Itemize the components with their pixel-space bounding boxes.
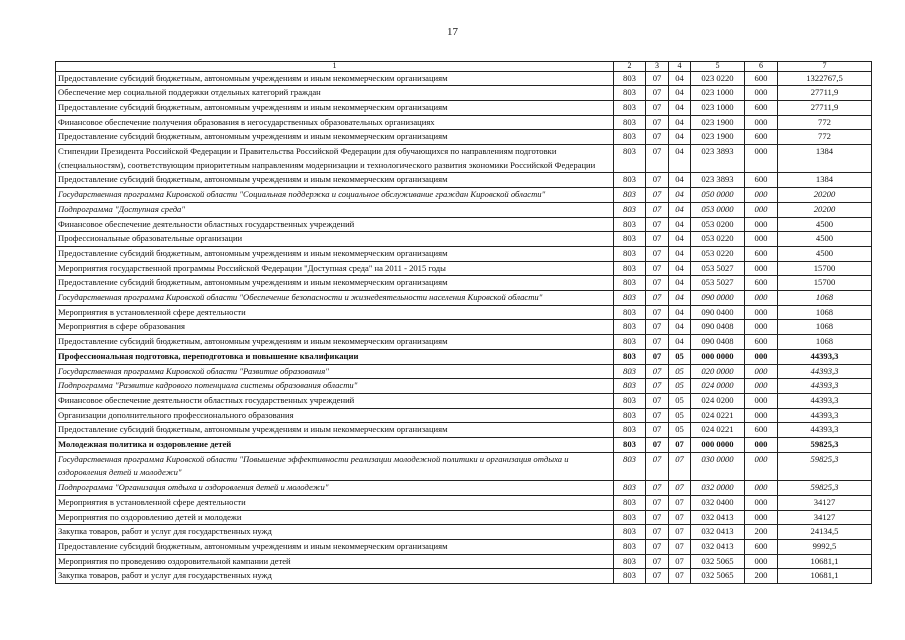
table-row: [56, 291, 872, 306]
cell-vr: 000: [745, 115, 778, 130]
cell-csr: 053 0000: [691, 202, 745, 217]
cell-ved: 803: [614, 349, 646, 364]
cell-sum: 27711,9: [778, 86, 872, 101]
cell-pr: 05: [669, 423, 691, 438]
cell-name: Мероприятия в установленной сфере деятельности: [56, 495, 614, 510]
header-cell-rz: 3: [646, 62, 669, 72]
cell-csr: 032 0413: [691, 510, 745, 525]
table-row: [56, 423, 872, 438]
cell-name: Государственная программа Кировской области "Обеспечение безопасности и жизнедеятельности населения Кировской области": [56, 291, 614, 306]
cell-pr: 04: [669, 115, 691, 130]
cell-name: Финансовое обеспечение деятельности областных государственных учреждений: [56, 393, 614, 408]
cell-ved: 803: [614, 495, 646, 510]
cell-vr: 200: [745, 569, 778, 584]
cell-sum: 20200: [778, 202, 872, 217]
cell-sum: 44393,3: [778, 379, 872, 394]
table-row: [56, 261, 872, 276]
cell-name: Закупка товаров, работ и услуг для государственных нужд: [56, 569, 614, 584]
cell-name: Подпрограмма "Развитие кадрового потенциала системы образования области": [56, 379, 614, 394]
cell-ved: 803: [614, 481, 646, 496]
cell-vr: 000: [745, 86, 778, 101]
cell-vr: 600: [745, 173, 778, 188]
header-cell-pr: 4: [669, 62, 691, 72]
cell-name: Предоставление субсидий бюджетным, автономным учреждениям и иным некоммерческим организациям: [56, 173, 614, 188]
cell-pr: 05: [669, 393, 691, 408]
cell-rz: 07: [646, 423, 669, 438]
cell-rz: 07: [646, 525, 669, 540]
cell-rz: 07: [646, 115, 669, 130]
cell-csr: 032 0400: [691, 495, 745, 510]
cell-rz: 07: [646, 335, 669, 350]
header-cell-vr: 6: [745, 62, 778, 72]
cell-pr: 04: [669, 232, 691, 247]
cell-name: Предоставление субсидий бюджетным, автономным учреждениям и иным некоммерческим организациям: [56, 423, 614, 438]
cell-rz: 07: [646, 217, 669, 232]
cell-pr: 04: [669, 145, 691, 173]
cell-pr: 07: [669, 569, 691, 584]
cell-rz: 07: [646, 481, 669, 496]
cell-csr: 053 0220: [691, 232, 745, 247]
table-row: [56, 452, 872, 480]
cell-csr: 023 1900: [691, 130, 745, 145]
cell-sum: 1068: [778, 335, 872, 350]
cell-sum: 1384: [778, 173, 872, 188]
cell-rz: 07: [646, 276, 669, 291]
cell-ved: 803: [614, 540, 646, 555]
table-row: [56, 145, 872, 173]
cell-csr: 053 5027: [691, 276, 745, 291]
cell-rz: 07: [646, 349, 669, 364]
cell-rz: 07: [646, 554, 669, 569]
cell-csr: 023 3893: [691, 145, 745, 173]
cell-name: Предоставление субсидий бюджетным, автономным учреждениям и иным некоммерческим организациям: [56, 335, 614, 350]
cell-ved: 803: [614, 217, 646, 232]
cell-rz: 07: [646, 86, 669, 101]
cell-ved: 803: [614, 86, 646, 101]
cell-csr: 030 0000: [691, 452, 745, 480]
header-cell-csr: 5: [691, 62, 745, 72]
cell-rz: 07: [646, 379, 669, 394]
cell-pr: 04: [669, 305, 691, 320]
cell-csr: 032 5065: [691, 554, 745, 569]
cell-pr: 04: [669, 100, 691, 115]
cell-pr: 07: [669, 495, 691, 510]
cell-pr: 04: [669, 246, 691, 261]
table-row: [56, 540, 872, 555]
cell-ved: 803: [614, 246, 646, 261]
cell-sum: 772: [778, 130, 872, 145]
cell-vr: 000: [745, 261, 778, 276]
table-row: [56, 481, 872, 496]
cell-sum: 15700: [778, 276, 872, 291]
cell-sum: 10681,1: [778, 554, 872, 569]
cell-ved: 803: [614, 188, 646, 203]
cell-ved: 803: [614, 525, 646, 540]
cell-sum: 59825,3: [778, 452, 872, 480]
cell-vr: 000: [745, 364, 778, 379]
cell-sum: 1068: [778, 291, 872, 306]
cell-rz: 07: [646, 305, 669, 320]
cell-pr: 04: [669, 335, 691, 350]
cell-pr: 07: [669, 452, 691, 480]
cell-rz: 07: [646, 320, 669, 335]
cell-name: Предоставление субсидий бюджетным, автономным учреждениям и иным некоммерческим организациям: [56, 540, 614, 555]
cell-vr: 000: [745, 481, 778, 496]
table-row: [56, 100, 872, 115]
table-row: [56, 246, 872, 261]
cell-sum: 9992,5: [778, 540, 872, 555]
table-row: [56, 305, 872, 320]
cell-rz: 07: [646, 188, 669, 203]
cell-csr: 090 0408: [691, 320, 745, 335]
cell-pr: 05: [669, 379, 691, 394]
cell-name: Финансовое обеспечение деятельности областных государственных учреждений: [56, 217, 614, 232]
cell-name: Закупка товаров, работ и услуг для государственных нужд: [56, 525, 614, 540]
cell-sum: 27711,9: [778, 100, 872, 115]
cell-pr: 04: [669, 320, 691, 335]
table-row: [56, 408, 872, 423]
cell-vr: 000: [745, 145, 778, 173]
cell-rz: 07: [646, 71, 669, 86]
cell-sum: 44393,3: [778, 349, 872, 364]
cell-vr: 600: [745, 276, 778, 291]
cell-rz: 07: [646, 364, 669, 379]
cell-sum: 44393,3: [778, 423, 872, 438]
cell-pr: 07: [669, 438, 691, 453]
cell-csr: 023 1000: [691, 100, 745, 115]
cell-sum: 4500: [778, 246, 872, 261]
cell-sum: 10681,1: [778, 569, 872, 584]
cell-ved: 803: [614, 261, 646, 276]
table-row: [56, 320, 872, 335]
cell-pr: 04: [669, 276, 691, 291]
cell-sum: 44393,3: [778, 393, 872, 408]
cell-name: Мероприятия государственной программы Российской Федерации "Доступная среда" на 2011 - 2015 годы: [56, 261, 614, 276]
cell-sum: 20200: [778, 188, 872, 203]
cell-name: Предоставление субсидий бюджетным, автономным учреждениям и иным некоммерческим организациям: [56, 276, 614, 291]
cell-rz: 07: [646, 261, 669, 276]
cell-ved: 803: [614, 130, 646, 145]
cell-vr: 000: [745, 305, 778, 320]
cell-name: Финансовое обеспечение получения образования в негосударственных образовательных организациях: [56, 115, 614, 130]
cell-ved: 803: [614, 423, 646, 438]
cell-pr: 05: [669, 349, 691, 364]
cell-ved: 803: [614, 100, 646, 115]
header-cell-name: 1: [56, 62, 614, 72]
cell-rz: 07: [646, 452, 669, 480]
cell-csr: 023 1000: [691, 86, 745, 101]
cell-sum: 44393,3: [778, 364, 872, 379]
cell-sum: 1384: [778, 145, 872, 173]
cell-name: Подпрограмма "Доступная среда": [56, 202, 614, 217]
cell-vr: 000: [745, 510, 778, 525]
cell-csr: 053 0200: [691, 217, 745, 232]
cell-pr: 07: [669, 481, 691, 496]
cell-sum: 59825,3: [778, 438, 872, 453]
cell-name: Мероприятия в сфере образования: [56, 320, 614, 335]
cell-ved: 803: [614, 379, 646, 394]
cell-csr: 032 0413: [691, 540, 745, 555]
cell-csr: 024 0221: [691, 423, 745, 438]
cell-vr: 000: [745, 408, 778, 423]
cell-ved: 803: [614, 320, 646, 335]
cell-name: Предоставление субсидий бюджетным, автономным учреждениям и иным некоммерческим организациям: [56, 246, 614, 261]
cell-ved: 803: [614, 173, 646, 188]
cell-vr: 000: [745, 554, 778, 569]
table-row: [56, 510, 872, 525]
cell-csr: 090 0400: [691, 305, 745, 320]
cell-vr: 000: [745, 232, 778, 247]
cell-rz: 07: [646, 202, 669, 217]
cell-ved: 803: [614, 569, 646, 584]
cell-vr: 600: [745, 540, 778, 555]
cell-csr: 032 0413: [691, 525, 745, 540]
cell-vr: 600: [745, 335, 778, 350]
table-row: [56, 202, 872, 217]
page-number: 17: [447, 26, 458, 38]
cell-rz: 07: [646, 246, 669, 261]
cell-ved: 803: [614, 115, 646, 130]
cell-pr: 04: [669, 202, 691, 217]
cell-csr: 032 0000: [691, 481, 745, 496]
cell-sum: 1068: [778, 305, 872, 320]
cell-vr: 000: [745, 393, 778, 408]
budget-table: [55, 61, 872, 584]
table-row: [56, 232, 872, 247]
cell-pr: 04: [669, 130, 691, 145]
cell-sum: 44393,3: [778, 408, 872, 423]
cell-csr: 090 0408: [691, 335, 745, 350]
cell-csr: 024 0000: [691, 379, 745, 394]
cell-vr: 600: [745, 100, 778, 115]
header-cell-ved: 2: [614, 62, 646, 72]
cell-csr: 032 5065: [691, 569, 745, 584]
cell-vr: 000: [745, 188, 778, 203]
cell-ved: 803: [614, 71, 646, 86]
cell-ved: 803: [614, 202, 646, 217]
table-row: [56, 379, 872, 394]
cell-rz: 07: [646, 510, 669, 525]
cell-csr: 050 0000: [691, 188, 745, 203]
cell-sum: 15700: [778, 261, 872, 276]
cell-csr: 023 3893: [691, 173, 745, 188]
cell-pr: 04: [669, 173, 691, 188]
cell-sum: 34127: [778, 495, 872, 510]
cell-vr: 000: [745, 495, 778, 510]
table-row: [56, 349, 872, 364]
cell-csr: 090 0000: [691, 291, 745, 306]
table-row: [56, 335, 872, 350]
table-row: [56, 569, 872, 584]
table-row: [56, 71, 872, 86]
cell-csr: 024 0221: [691, 408, 745, 423]
cell-pr: 05: [669, 408, 691, 423]
table-row: [56, 173, 872, 188]
cell-csr: 053 5027: [691, 261, 745, 276]
cell-rz: 07: [646, 232, 669, 247]
cell-sum: 772: [778, 115, 872, 130]
cell-vr: 200: [745, 525, 778, 540]
cell-name: Мероприятия в установленной сфере деятельности: [56, 305, 614, 320]
cell-pr: 07: [669, 540, 691, 555]
cell-vr: 000: [745, 438, 778, 453]
cell-name: Молодежная политика и оздоровление детей: [56, 438, 614, 453]
cell-ved: 803: [614, 335, 646, 350]
cell-ved: 803: [614, 438, 646, 453]
cell-ved: 803: [614, 291, 646, 306]
cell-name: Предоставление субсидий бюджетным, автономным учреждениям и иным некоммерческим организациям: [56, 71, 614, 86]
cell-vr: 000: [745, 320, 778, 335]
table-row: [56, 438, 872, 453]
cell-vr: 000: [745, 379, 778, 394]
cell-pr: 04: [669, 86, 691, 101]
cell-vr: 000: [745, 202, 778, 217]
table-row: [56, 525, 872, 540]
cell-ved: 803: [614, 232, 646, 247]
cell-name: Стипендии Президента Российской Федерации и Правительства Российской Федерации для обучающихся по направлениям подготовки (специальностям), соответствующим приоритетным направлениям модернизации и технологического развития экономики Российской Федерации: [56, 145, 614, 173]
table-row: [56, 86, 872, 101]
cell-ved: 803: [614, 510, 646, 525]
cell-pr: 04: [669, 217, 691, 232]
cell-pr: 07: [669, 554, 691, 569]
cell-ved: 803: [614, 305, 646, 320]
cell-rz: 07: [646, 569, 669, 584]
table-row: [56, 276, 872, 291]
cell-csr: 023 1900: [691, 115, 745, 130]
table-row: [56, 554, 872, 569]
cell-ved: 803: [614, 408, 646, 423]
cell-ved: 803: [614, 452, 646, 480]
cell-vr: 000: [745, 452, 778, 480]
cell-name: Государственная программа Кировской области "Развитие образования": [56, 364, 614, 379]
cell-ved: 803: [614, 554, 646, 569]
cell-name: Предоставление субсидий бюджетным, автономным учреждениям и иным некоммерческим организациям: [56, 130, 614, 145]
cell-sum: 4500: [778, 232, 872, 247]
cell-ved: 803: [614, 276, 646, 291]
table-row: [56, 130, 872, 145]
cell-pr: 07: [669, 525, 691, 540]
cell-pr: 04: [669, 71, 691, 86]
cell-ved: 803: [614, 364, 646, 379]
cell-rz: 07: [646, 145, 669, 173]
cell-pr: 04: [669, 261, 691, 276]
cell-sum: 4500: [778, 217, 872, 232]
cell-vr: 000: [745, 291, 778, 306]
cell-name: Мероприятия по проведению оздоровительной кампании детей: [56, 554, 614, 569]
cell-pr: 04: [669, 188, 691, 203]
cell-sum: 34127: [778, 510, 872, 525]
cell-ved: 803: [614, 145, 646, 173]
cell-rz: 07: [646, 495, 669, 510]
cell-vr: 600: [745, 71, 778, 86]
cell-csr: 024 0200: [691, 393, 745, 408]
cell-name: Предоставление субсидий бюджетным, автономным учреждениям и иным некоммерческим организациям: [56, 100, 614, 115]
header-row: [56, 62, 872, 72]
cell-rz: 07: [646, 173, 669, 188]
cell-csr: 000 0000: [691, 438, 745, 453]
cell-sum: 1322767,5: [778, 71, 872, 86]
cell-name: Организации дополнительного профессионального образования: [56, 408, 614, 423]
cell-name: Подпрограмма "Организация отдыха и оздоровления детей и молодежи": [56, 481, 614, 496]
cell-csr: 000 0000: [691, 349, 745, 364]
header-cell-sum: 7: [778, 62, 872, 72]
cell-vr: 000: [745, 349, 778, 364]
cell-name: Профессиональные образовательные организации: [56, 232, 614, 247]
table-row: [56, 115, 872, 130]
table-row: [56, 495, 872, 510]
cell-name: Профессиональная подготовка, переподготовка и повышение квалификации: [56, 349, 614, 364]
cell-ved: 803: [614, 393, 646, 408]
table-row: [56, 188, 872, 203]
cell-vr: 600: [745, 246, 778, 261]
cell-rz: 07: [646, 100, 669, 115]
cell-rz: 07: [646, 130, 669, 145]
cell-sum: 59825,3: [778, 481, 872, 496]
cell-vr: 000: [745, 217, 778, 232]
cell-vr: 600: [745, 130, 778, 145]
cell-sum: 24134,5: [778, 525, 872, 540]
cell-rz: 07: [646, 393, 669, 408]
cell-csr: 023 0220: [691, 71, 745, 86]
cell-rz: 07: [646, 438, 669, 453]
table-row: [56, 217, 872, 232]
cell-name: Обеспечение мер социальной поддержки отдельных категорий граждан: [56, 86, 614, 101]
cell-rz: 07: [646, 408, 669, 423]
cell-pr: 05: [669, 364, 691, 379]
cell-vr: 600: [745, 423, 778, 438]
cell-pr: 04: [669, 291, 691, 306]
cell-csr: 020 0000: [691, 364, 745, 379]
cell-pr: 07: [669, 510, 691, 525]
table-row: [56, 393, 872, 408]
table-row: [56, 364, 872, 379]
cell-rz: 07: [646, 540, 669, 555]
cell-sum: 1068: [778, 320, 872, 335]
cell-name: Мероприятия по оздоровлению детей и молодежи: [56, 510, 614, 525]
cell-name: Государственная программа Кировской области "Повышение эффективности реализации молодежной политики и организация отдыха и оздоровления детей и молодежи": [56, 452, 614, 480]
cell-csr: 053 0220: [691, 246, 745, 261]
cell-rz: 07: [646, 291, 669, 306]
cell-name: Государственная программа Кировской области "Социальная поддержка и социальное обслуживание граждан Кировской области": [56, 188, 614, 203]
